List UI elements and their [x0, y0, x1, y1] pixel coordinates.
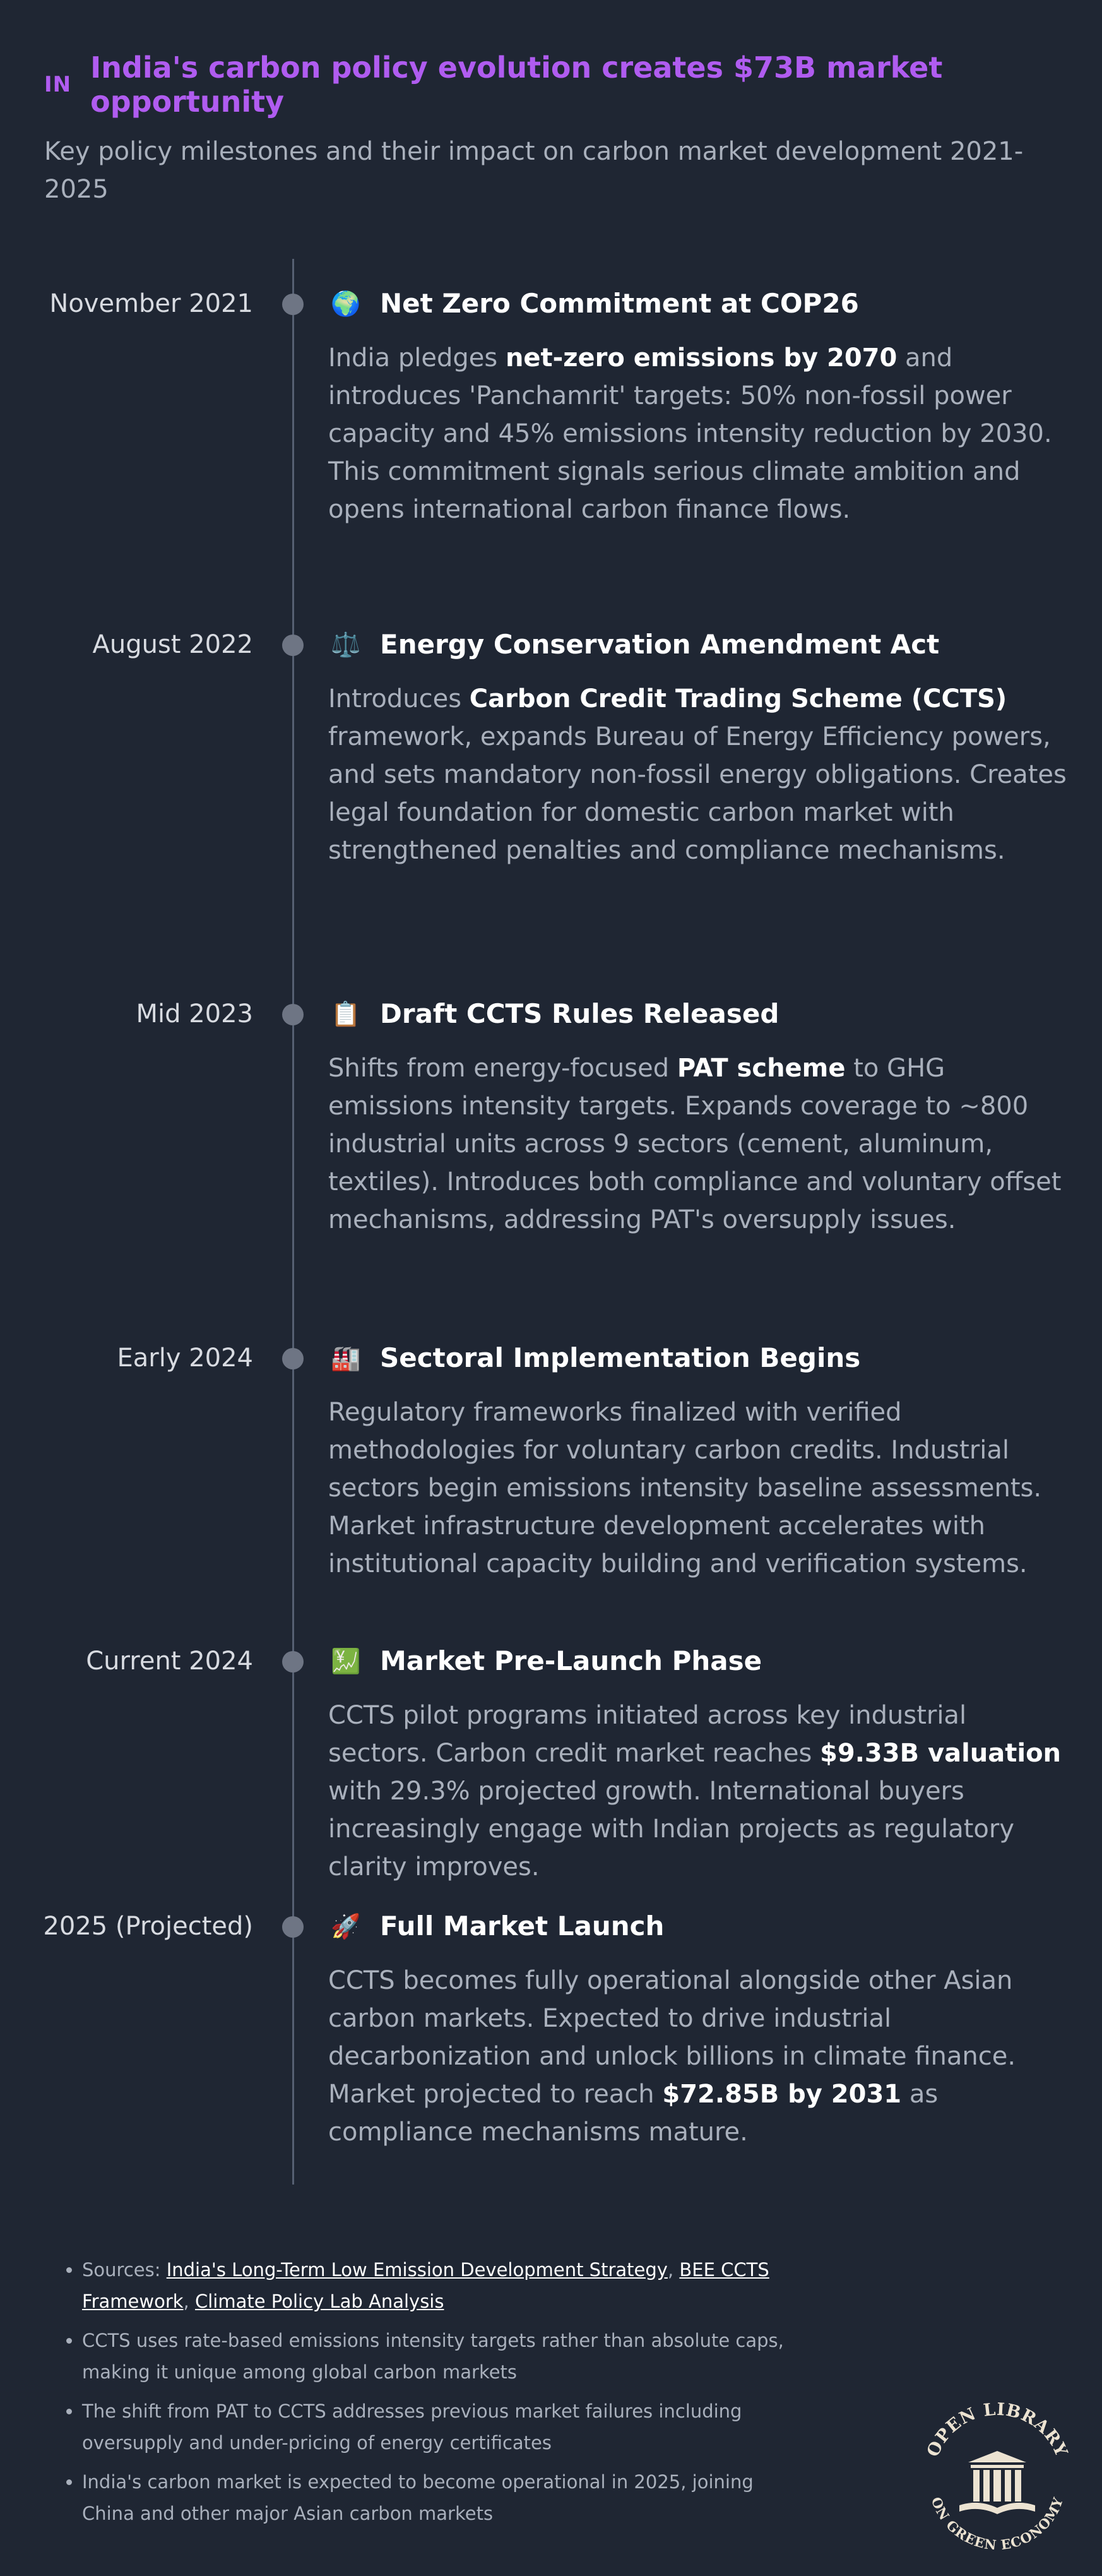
- timeline-dot: [282, 294, 304, 315]
- event-date: November 2021: [49, 289, 253, 318]
- event-title: Net Zero Commitment at COP26: [380, 288, 859, 319]
- timeline-dot: [282, 1651, 304, 1673]
- globe-icon: 🌍: [331, 290, 361, 318]
- event-date: August 2022: [92, 630, 253, 659]
- description-text: Shifts from energy-focused: [328, 1054, 677, 1083]
- description-text: framework, expands Bureau of Energy Efficiency powers, and sets mandatory non-fossil energy obligations. Creates legal foundation for domestic carbon market with strengthened penalties and compliance mechanisms.: [328, 722, 1067, 865]
- description-text: and introduces 'Panchamrit' targets: 50% non-fossil power capacity and 45% emissions intensity reduction by 2030. This commitment signals serious climate ambition and opens international carbon finance flows.: [328, 343, 1052, 524]
- event-title: Draft CCTS Rules Released: [380, 998, 779, 1029]
- description-text: Regulatory frameworks finalized with verified methodologies for voluntary carbon credits. Industrial sectors begin emissions intensity baseline assessments. Market infrastructure development accelerates with institutional capacity building and verification systems.: [328, 1398, 1042, 1578]
- logo-top-text: OPEN LIBRARY: [923, 2399, 1072, 2460]
- description-text: with 29.3% projected growth. International buyers increasingly engage with Indian projects as regulatory clarity improves.: [328, 1777, 1014, 1881]
- description-text: India pledges: [328, 343, 506, 373]
- india-flag-icon: IN: [44, 72, 72, 97]
- notes-list: [57, 2254, 808, 2537]
- svg-text:ON GREEN ECONOMY: [928, 2495, 1066, 2553]
- event-date: Early 2024: [117, 1344, 253, 1373]
- note-item: • The shift from PAT to CCTS addresses previous market failures including oversupply and under-pricing of energy certificates: [82, 2395, 808, 2459]
- timeline-line: [292, 259, 294, 2185]
- event-description: [328, 1962, 1067, 2151]
- open-library-logo: [915, 2393, 1079, 2557]
- event-description: [328, 339, 1067, 528]
- event-description: [328, 1696, 1067, 1886]
- highlight-text: $72.85B by 2031: [662, 2080, 902, 2109]
- rocket-icon: 🚀: [331, 1912, 361, 1940]
- event-description: [328, 1393, 1067, 1583]
- page-subtitle: Key policy milestones and their impact on carbon market development 2021-2025: [44, 137, 1024, 204]
- sources-note: • Sources: India's Long-Term Low Emission Development Strategy, BEE CCTS Framework, Climate Policy Lab Analysis: [82, 2254, 808, 2317]
- scales-icon: ⚖️: [331, 631, 361, 659]
- description-text: Introduces: [328, 684, 470, 713]
- event-description: [328, 1049, 1067, 1239]
- factory-icon: 🏭: [331, 1344, 361, 1372]
- description-text: to GHG emissions intensity targets. Expands coverage to ~800 industrial units across 9 sectors (cement, aluminum, textiles). Introduces both compliance and voluntary offset mechanisms, addressing PAT's oversupply issues.: [328, 1054, 1062, 1234]
- event-date: Current 2024: [86, 1647, 253, 1676]
- page-title: India's carbon policy evolution creates $73B market opportunity: [90, 51, 943, 119]
- timeline-dot: [282, 635, 304, 656]
- title-row: [44, 51, 1067, 119]
- event-date: 2025 (Projected): [43, 1912, 253, 1941]
- highlight-text: Carbon Credit Trading Scheme (CCTS): [469, 684, 1007, 713]
- chart-up-icon: 💹: [331, 1647, 361, 1675]
- sources-label: Sources:: [82, 2259, 167, 2281]
- timeline-dot: [282, 1004, 304, 1025]
- svg-text:OPEN LIBRARY: [923, 2400, 1071, 2460]
- highlight-text: PAT scheme: [677, 1054, 846, 1083]
- source-link-ltleds[interactable]: India's Long-Term Low Emission Development Strategy: [166, 2259, 668, 2281]
- event-title: Full Market Launch: [380, 1911, 665, 1941]
- event-title: Market Pre-Launch Phase: [380, 1645, 762, 1676]
- description-text: as compliance mechanisms mature.: [328, 2080, 939, 2147]
- book-columns-icon: [959, 2451, 1035, 2514]
- highlight-text: net-zero emissions by 2070: [505, 343, 898, 373]
- description-text: CCTS becomes fully operational alongside other Asian carbon markets. Expected to drive industrial decarbonization and unlock billions in climate finance. Market projected to reach: [328, 1966, 1016, 2109]
- source-link-bee-ccts[interactable]: BEE CCTS Framework: [82, 2259, 769, 2312]
- logo-bottom-text: ON GREEN ECONOMY: [928, 2495, 1067, 2553]
- event-title: Sectoral Implementation Begins: [380, 1342, 861, 1373]
- event-title: Energy Conservation Amendment Act: [380, 629, 940, 660]
- source-link-climate-policy-lab[interactable]: Climate Policy Lab Analysis: [194, 2291, 444, 2312]
- description-text: CCTS pilot programs initiated across key industrial sectors. Carbon credit market reaches: [328, 1701, 967, 1768]
- timeline-dot: [282, 1348, 304, 1369]
- timeline-dot: [282, 1916, 304, 1938]
- event-description: [328, 680, 1067, 869]
- clipboard-icon: 📋: [331, 1000, 361, 1028]
- note-item: • CCTS uses rate-based emissions intensity targets rather than absolute caps, making it unique among global carbon markets: [82, 2325, 808, 2388]
- event-date: Mid 2023: [136, 999, 253, 1029]
- note-item: • India's carbon market is expected to become operational in 2025, joining China and other major Asian carbon markets: [82, 2466, 808, 2529]
- header: [44, 51, 1067, 208]
- highlight-text: $9.33B valuation: [820, 1739, 1062, 1768]
